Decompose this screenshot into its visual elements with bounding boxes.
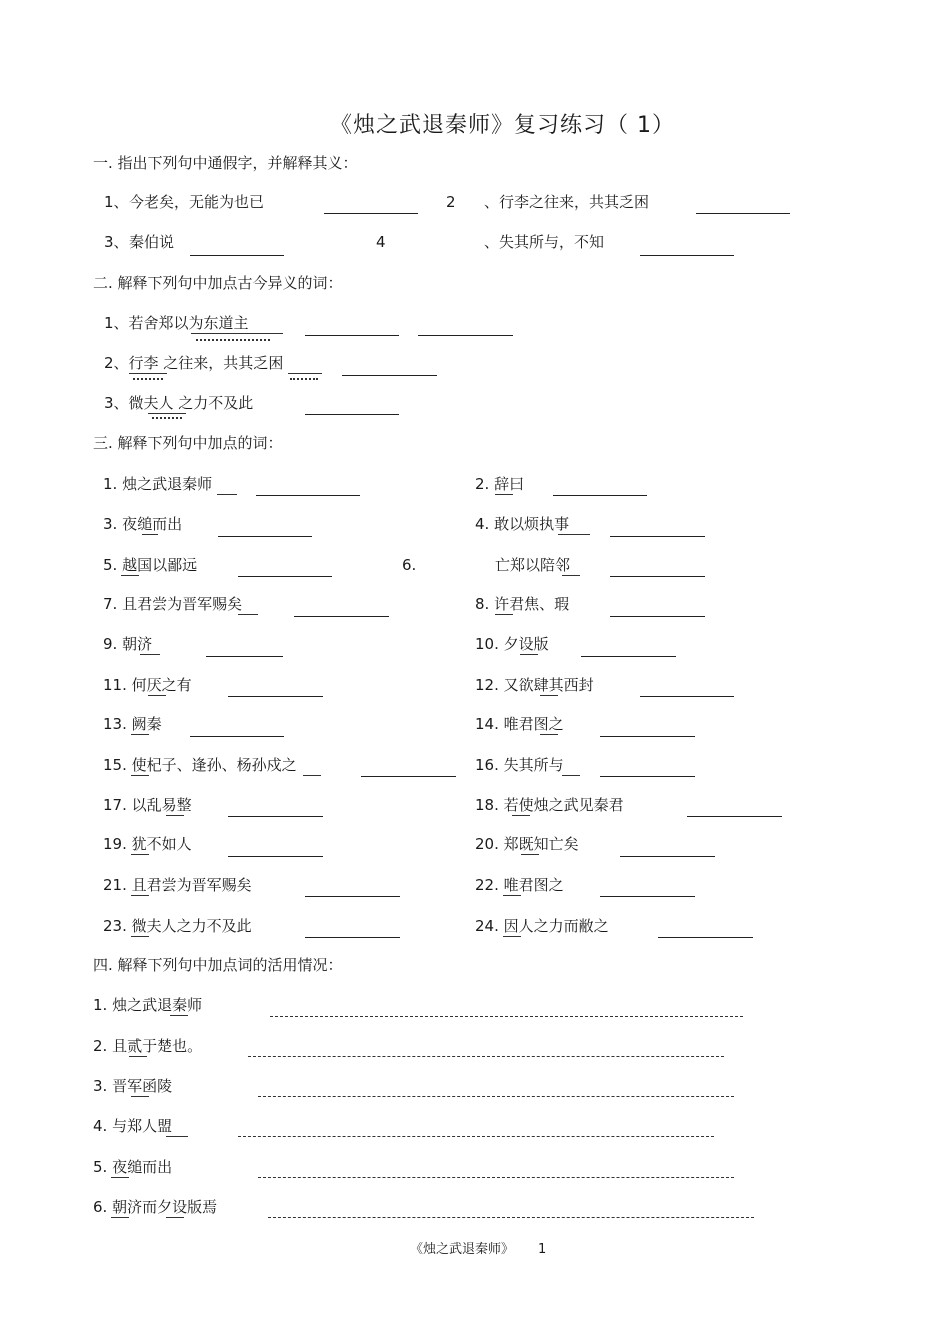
- s3-item-22: 22. 唯君图之: [475, 876, 564, 894]
- answer-dashed-line[interactable]: [238, 1136, 714, 1137]
- answer-blank[interactable]: [294, 616, 389, 617]
- s3-item-8: 8. 许君焦、瑕: [475, 595, 570, 613]
- answer-blank[interactable]: [228, 696, 323, 697]
- s3-item-6-num: 6.: [402, 556, 417, 574]
- word-underline: [288, 373, 322, 374]
- word-underline: [166, 1217, 184, 1218]
- answer-blank[interactable]: [228, 816, 323, 817]
- word-underline: [111, 1217, 129, 1218]
- s3-item-5: 5. 越国以鄙远: [103, 556, 198, 574]
- answer-blank[interactable]: [305, 896, 400, 897]
- s4-item-6: 6. 朝济而夕设版焉: [93, 1198, 218, 1216]
- emphasis-dots: [290, 378, 318, 380]
- s3-item-11: 11. 何厌之有: [103, 676, 192, 694]
- word-underline: [170, 1015, 188, 1016]
- word-underline: [562, 575, 580, 576]
- s3-item-3: 3. 夜缒而出: [103, 515, 183, 533]
- answer-blank[interactable]: [600, 896, 695, 897]
- answer-blank[interactable]: [610, 616, 705, 617]
- word-underline: [303, 775, 321, 776]
- word-underline: [148, 413, 186, 414]
- s3-item-21: 21. 且君尝为晋军赐矣: [103, 876, 252, 894]
- section-1-heading: 一. 指出下列句中通假字，并解释其义：: [93, 154, 358, 172]
- s4-item-4: 4. 与郑人盟: [93, 1117, 173, 1135]
- emphasis-dots: [133, 378, 163, 380]
- word-underline: [140, 654, 160, 655]
- word-underline: [131, 854, 149, 855]
- answer-blank[interactable]: [600, 776, 695, 777]
- s3-item-14: 14. 唯君图之: [475, 715, 564, 733]
- answer-blank[interactable]: [305, 937, 400, 938]
- page-number: 1: [538, 1242, 547, 1257]
- answer-blank[interactable]: [361, 776, 456, 777]
- s3-item-4: 4. 敢以烦执事: [475, 515, 570, 533]
- answer-dashed-line[interactable]: [248, 1056, 724, 1057]
- s1-item-2-text: 、行李之往来，共其乏困: [484, 193, 650, 211]
- emphasis-dots: [196, 339, 270, 341]
- word-underline: [520, 654, 538, 655]
- answer-blank[interactable]: [206, 656, 283, 657]
- answer-blank[interactable]: [305, 335, 399, 336]
- answer-blank[interactable]: [218, 536, 312, 537]
- s4-item-2: 2. 且贰于楚也。: [93, 1037, 203, 1055]
- word-underline: [131, 936, 149, 937]
- answer-blank[interactable]: [228, 856, 323, 857]
- word-underline: [503, 936, 521, 937]
- word-underline: [503, 895, 521, 896]
- word-underline: [166, 1136, 188, 1137]
- word-underline: [558, 534, 590, 535]
- section-4-heading: 四. 解释下列句中加点词的活用情况：: [93, 956, 343, 974]
- answer-blank[interactable]: [610, 536, 705, 537]
- word-underline: [191, 333, 283, 334]
- answer-blank[interactable]: [600, 736, 695, 737]
- answer-blank[interactable]: [687, 816, 782, 817]
- s1-item-4-text: 、失其所与，不知: [484, 233, 605, 251]
- s3-item-19: 19. 犹不如人: [103, 835, 192, 853]
- word-underline: [217, 494, 237, 495]
- footer-title: 《烛之武退秦师》: [410, 1242, 515, 1257]
- s3-item-17: 17. 以乱易整: [103, 796, 192, 814]
- s3-item-2: 2. 辞曰: [475, 475, 525, 493]
- s1-item-4-num: 4: [376, 233, 386, 251]
- word-underline: [238, 614, 258, 615]
- answer-dashed-line[interactable]: [258, 1096, 734, 1097]
- word-underline: [129, 1056, 147, 1057]
- s3-item-1: 1. 烛之武退秦师: [103, 475, 213, 493]
- answer-blank[interactable]: [640, 696, 734, 697]
- word-underline: [142, 534, 158, 535]
- s2-item-3: 3、微夫人 之力不及此: [104, 394, 254, 412]
- s1-item-1-text: 今老矣，无能为也已: [129, 193, 265, 211]
- s3-item-12: 12. 又欲肆其西封: [475, 676, 594, 694]
- word-underline: [131, 895, 149, 896]
- section-2-heading: 二. 解释下列句中加点古今异义的词：: [93, 274, 343, 292]
- word-underline: [121, 575, 139, 576]
- s4-item-3: 3. 晋军函陵: [93, 1077, 173, 1095]
- word-underline: [540, 734, 558, 735]
- answer-blank[interactable]: [305, 414, 399, 415]
- s3-item-18: 18. 若使烛之武见秦君: [475, 796, 624, 814]
- answer-blank[interactable]: [696, 213, 790, 214]
- s1-item-2-num: 2: [446, 193, 456, 211]
- answer-blank[interactable]: [640, 255, 734, 256]
- word-underline: [521, 854, 539, 855]
- s4-item-5: 5. 夜缒而出: [93, 1158, 173, 1176]
- answer-blank[interactable]: [190, 255, 284, 256]
- answer-blank[interactable]: [190, 736, 284, 737]
- s3-item-24: 24. 因人之力而敝之: [475, 917, 609, 935]
- s2-item-2: 2、行李 之往来，共其乏困: [104, 354, 284, 372]
- answer-dashed-line[interactable]: [270, 1016, 743, 1017]
- word-underline: [148, 695, 166, 696]
- answer-blank[interactable]: [256, 495, 360, 496]
- answer-blank[interactable]: [610, 576, 705, 577]
- s4-item-1: 1. 烛之武退秦师: [93, 996, 203, 1014]
- s3-item-9: 9. 朝济: [103, 635, 153, 653]
- s3-item-13: 13. 阙秦: [103, 715, 162, 733]
- s1-item-3-num: 3、: [104, 233, 129, 251]
- s3-item-7: 7. 且君尝为晋军赐矣: [103, 595, 243, 613]
- s1-item-3-text: 秦伯说: [129, 233, 175, 251]
- word-underline: [512, 815, 530, 816]
- word-underline: [131, 734, 149, 735]
- s1-item-1-num: 1、: [104, 193, 129, 211]
- emphasis-dots: [152, 417, 182, 419]
- word-underline: [495, 494, 513, 495]
- s3-item-23: 23. 微夫人之力不及此: [103, 917, 252, 935]
- answer-blank[interactable]: [418, 335, 513, 336]
- answer-dashed-line[interactable]: [268, 1217, 754, 1218]
- answer-dashed-line[interactable]: [258, 1177, 734, 1178]
- word-underline: [495, 614, 513, 615]
- answer-blank[interactable]: [238, 576, 332, 577]
- s3-item-20: 20. 郑既知亡矣: [475, 835, 579, 853]
- word-underline: [111, 1177, 129, 1178]
- page-title: 《烛之武退秦师》复习练习（ 1）: [330, 113, 675, 138]
- s3-item-15: 15. 使杞子、逢孙、杨孙戍之: [103, 756, 297, 774]
- s2-item-1: 1、若舍郑以为东道主: [104, 314, 249, 332]
- answer-blank[interactable]: [620, 856, 715, 857]
- word-underline: [166, 815, 184, 816]
- word-underline: [562, 775, 580, 776]
- answer-blank[interactable]: [581, 656, 676, 657]
- answer-blank[interactable]: [553, 495, 647, 496]
- section-3-heading: 三. 解释下列句中加点的词：: [93, 434, 283, 452]
- word-underline: [540, 695, 558, 696]
- answer-blank[interactable]: [324, 213, 418, 214]
- word-underline: [131, 1096, 149, 1097]
- answer-blank[interactable]: [342, 375, 437, 376]
- word-underline: [129, 373, 167, 374]
- answer-blank[interactable]: [658, 937, 753, 938]
- word-underline: [131, 775, 149, 776]
- s3-item-10: 10. 夕设版: [475, 635, 549, 653]
- s3-item-16: 16. 失其所与: [475, 756, 564, 774]
- s3-item-6-text: 亡郑以陪邻: [495, 556, 571, 574]
